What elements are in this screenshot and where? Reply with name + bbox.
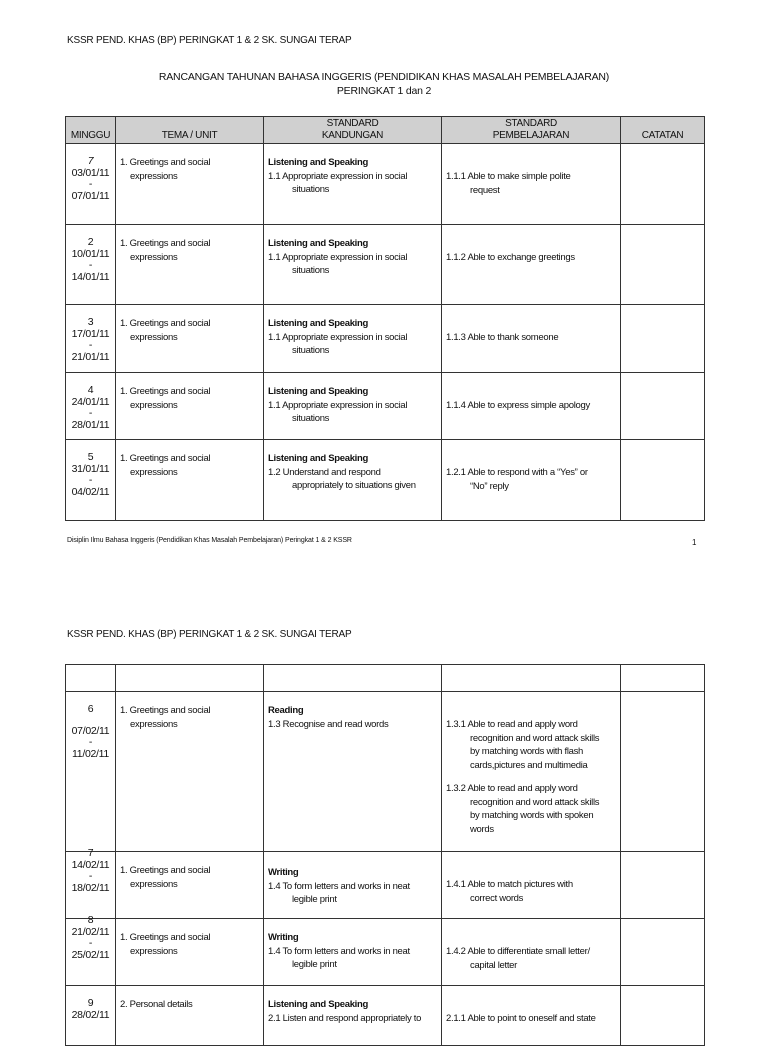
- tema-cell: 1. Greetings and social expressions: [116, 852, 264, 919]
- table-row: [66, 305, 705, 373]
- kandungan-cell: Listening and Speaking 1.1 Appropriate expression in social situations: [264, 305, 442, 373]
- kandungan-cell: Listening and Speaking 1.1 Appropriate expression in social situations: [264, 373, 442, 440]
- kandungan-cell: Listening and Speaking 1.1 Appropriate expression in social situations: [264, 225, 442, 305]
- week-cell: 6 07/02/11 - 11/02/11: [66, 692, 116, 852]
- pembelajaran-cell: 1.1.2 Able to exchange greetings: [442, 225, 621, 305]
- table-row: [66, 852, 705, 919]
- tema-cell: 1. Greetings and social expressions: [116, 919, 264, 986]
- page-header: KSSR PEND. KHAS (BP) PERINGKAT 1 & 2 SK. SUNGAI TERAP: [67, 629, 352, 640]
- week-cell: 4 24/01/11 - 28/01/11: [66, 373, 116, 440]
- kandungan-cell: Writing 1.4 To form letters and works in neat legible print: [264, 852, 442, 919]
- kandungan-cell: Reading 1.3 Recognise and read words: [264, 692, 442, 852]
- catatan-cell: [621, 986, 705, 1046]
- tema-cell: 1. Greetings and social expressions: [116, 144, 264, 225]
- table-row: [66, 919, 705, 986]
- catatan-cell: [621, 225, 705, 305]
- kandungan-cell: Listening and Speaking 1.1 Appropriate expression in social situations: [264, 144, 442, 225]
- pembelajaran-cell: 1.4.2 Able to differentiate small letter/ capital letter: [442, 919, 621, 986]
- week-cell: 7 14/02/11 - 18/02/11: [66, 852, 116, 919]
- pembelajaran-cell: 1.4.1 Able to match pictures with correct words: [442, 852, 621, 919]
- tema-cell: 1. Greetings and social expressions: [116, 440, 264, 521]
- table-row: [66, 225, 705, 305]
- table-header-row: [66, 117, 705, 144]
- tema-cell: 1. Greetings and social expressions: [116, 373, 264, 440]
- table-row: [66, 692, 705, 852]
- page-header: KSSR PEND. KHAS (BP) PERINGKAT 1 & 2 SK. SUNGAI TERAP: [67, 35, 352, 46]
- catatan-cell: [621, 144, 705, 225]
- pembelajaran-cell: 1.1.3 Able to thank someone: [442, 305, 621, 373]
- pembelajaran-cell: 1.2.1 Able to respond with a “Yes” or “No” reply: [442, 440, 621, 521]
- document-title: [0, 70, 768, 98]
- yearly-plan-table-page2: [65, 664, 705, 1046]
- week-cell: 3 17/01/11 - 21/01/11: [66, 305, 116, 373]
- kandungan-cell: Writing 1.4 To form letters and works in neat legible print: [264, 919, 442, 986]
- col-tema-unit: TEMA / UNIT: [116, 117, 264, 144]
- col-standard-kandungan: STANDARD KANDUNGAN: [264, 117, 442, 144]
- tema-cell: 2. Personal details: [116, 986, 264, 1046]
- pembelajaran-cell: 1.1.4 Able to express simple apology: [442, 373, 621, 440]
- table-row: [66, 373, 705, 440]
- kandungan-cell: Listening and Speaking 1.2 Understand and respond appropriately to situations given: [264, 440, 442, 521]
- week-cell: 5 31/01/11 - 04/02/11: [66, 440, 116, 521]
- title-line-1: RANCANGAN TAHUNAN BAHASA INGGERIS (PENDIDIKAN KHAS MASALAH PEMBELAJARAN): [158, 71, 610, 83]
- col-catatan: CATATAN: [621, 117, 705, 144]
- col-minggu: MINGGU: [66, 117, 116, 144]
- table-header-row: [66, 665, 705, 692]
- catatan-cell: [621, 440, 705, 521]
- pembelajaran-cell: 1.3.1 Able to read and apply word recognition and word attack skills by matching words with flash cards,pictures and multimedia 1.3.2 Able to read and apply word recognition and word attack skills by matching words with spoken words: [442, 692, 621, 852]
- catatan-cell: [621, 373, 705, 440]
- catatan-cell: [621, 852, 705, 919]
- week-cell: 8 21/02/11 - 25/02/11: [66, 919, 116, 986]
- tema-cell: 1. Greetings and social expressions: [116, 305, 264, 373]
- title-line-2: PERINGKAT 1 dan 2: [336, 85, 432, 97]
- catatan-cell: [621, 919, 705, 986]
- pembelajaran-cell: 2.1.1 Able to point to oneself and state: [442, 986, 621, 1046]
- col-standard-pembelajaran: STANDARD PEMBELAJARAN: [442, 117, 621, 144]
- week-cell: 9 28/02/11: [66, 986, 116, 1046]
- table-row: [66, 144, 705, 225]
- page-number: 1: [692, 538, 697, 547]
- table-row: [66, 440, 705, 521]
- table-row: [66, 986, 705, 1046]
- yearly-plan-table-page1: [65, 116, 705, 521]
- catatan-cell: [621, 305, 705, 373]
- pembelajaran-cell: 1.1.1 Able to make simple polite request: [442, 144, 621, 225]
- tema-cell: 1. Greetings and social expressions: [116, 225, 264, 305]
- week-cell: 2 10/01/11 - 14/01/11: [66, 225, 116, 305]
- kandungan-cell: Listening and Speaking 2.1 Listen and respond appropriately to: [264, 986, 442, 1046]
- tema-cell: 1. Greetings and social expressions: [116, 692, 264, 852]
- week-cell: 7 03/01/11 - 07/01/11: [66, 144, 116, 225]
- page-footer: Disiplin Ilmu Bahasa Inggeris (Pendidikan Khas Masalah Pembelajaran) Peringkat 1 & 2 KSSR: [67, 537, 352, 544]
- catatan-cell: [621, 692, 705, 852]
